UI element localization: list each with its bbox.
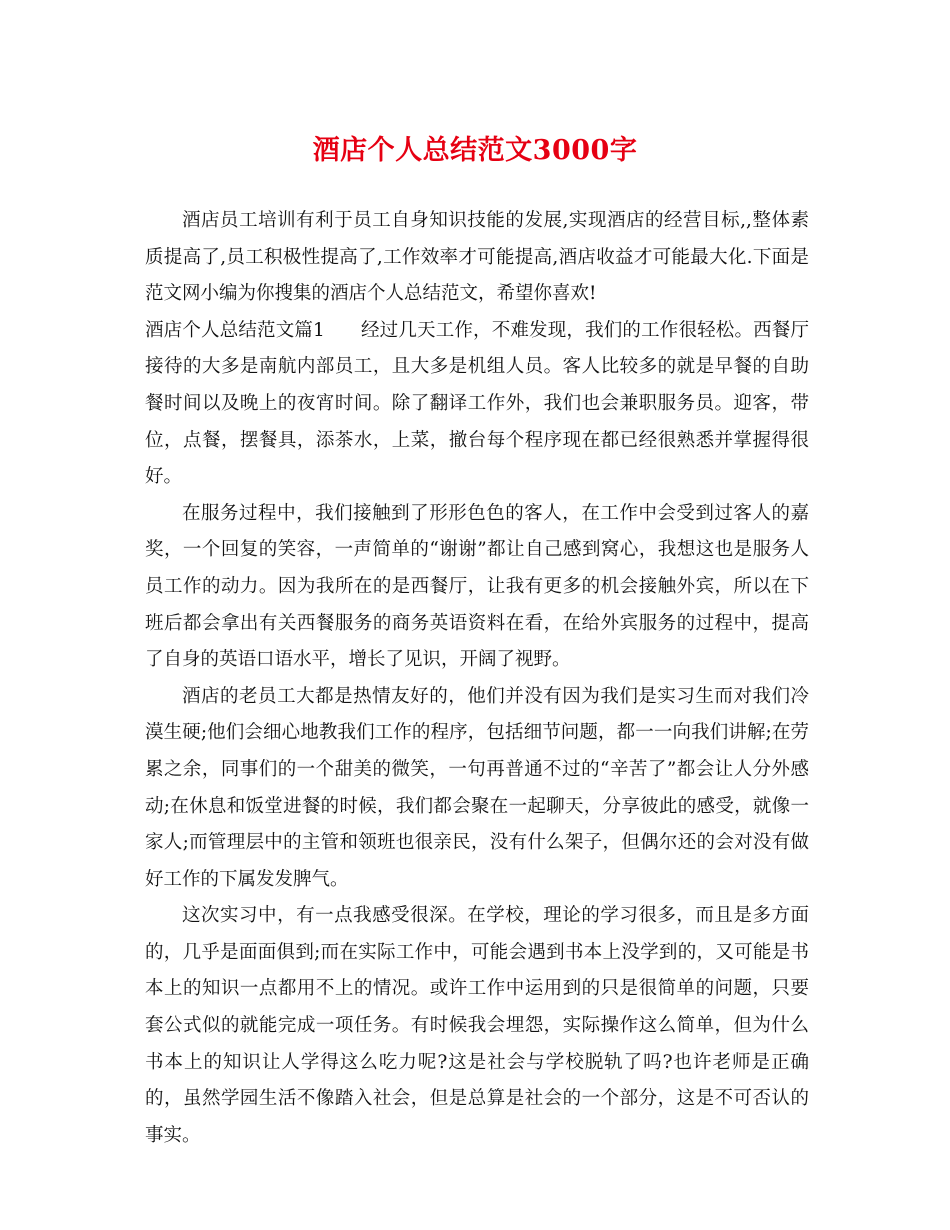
section-1-text: 经过几天工作，不难发现，我们的工作很轻松。西餐厅接待的大多是南航内部员工，且大多是机组人员。客人比较多的就是早餐的自助餐时间以及晚上的夜宵时间。除了翻译工作外，我们也会兼职服务员。迎客，带位，点餐，摆餐具，添茶水，上菜，撤台每个程序现在都已经很熟悉并掌握得很好。 (145, 319, 809, 488)
section-1-paragraph (145, 313, 809, 496)
section-1-heading: 酒店个人总结范文篇1 (145, 319, 325, 341)
document-body (145, 203, 809, 1154)
document-title: 酒店个人总结范文3000字 (312, 135, 638, 166)
intro-paragraph: 酒店员工培训有利于员工自身知识技能的发展,实现酒店的经营目标,,整体素质提高了,员工积极性提高了,工作效率才可能提高,酒店收益才可能最大化.下面是范文网小编为你搜集的酒店个人总结范文，希望你喜欢! (145, 210, 809, 305)
paragraph-2: 在服务过程中，我们接触到了形形色色的客人，在工作中会受到过客人的嘉奖，一个回复的笑容，一声简单的“谢谢”都让自己感到窝心，我想这也是服务人员工作的动力。因为我所在的是西餐厅，让我有更多的机会接触外宾，所以在下班后都会拿出有关西餐服务的商务英语资料在看，在给外宾服务的过程中，提高了自身的英语口语水平，增长了见识，开阔了视野。 (145, 502, 809, 671)
paragraph-3: 酒店的老员工大都是热情友好的，他们并没有因为我们是实习生而对我们冷漠生硬;他们会细心地教我们工作的程序，包括细节问题，都一一向我们讲解;在劳累之余，同事们的一个甜美的微笑，一句再普通不过的“辛苦了”都会让人分外感动;在休息和饭堂进餐的时候，我们都会聚在一起聊天，分享彼此的感受，就像一家人;而管理层中的主管和领班也很亲民，没有什么架子，但偶尔还的会对没有做好工作的下属发发脾气。 (145, 685, 809, 890)
paragraph-4: 这次实习中，有一点我感受很深。在学校，理论的学习很多，而且是多方面的，几乎是面面俱到;而在实际工作中，可能会遇到书本上没学到的，又可能是书本上的知识一点都用不上的情况。或许工作中运用到的只是很简单的问题，只要套公式似的就能完成一项任务。有时候我会埋怨，实际操作这么简单，但为什么书本上的知识让人学得这么吃力呢?这是社会与学校脱轨了吗?也许老师是正确的，虽然学园生活不像踏入社会，但是总算是社会的一个部分，这是不可否认的事实。 (145, 905, 809, 1146)
